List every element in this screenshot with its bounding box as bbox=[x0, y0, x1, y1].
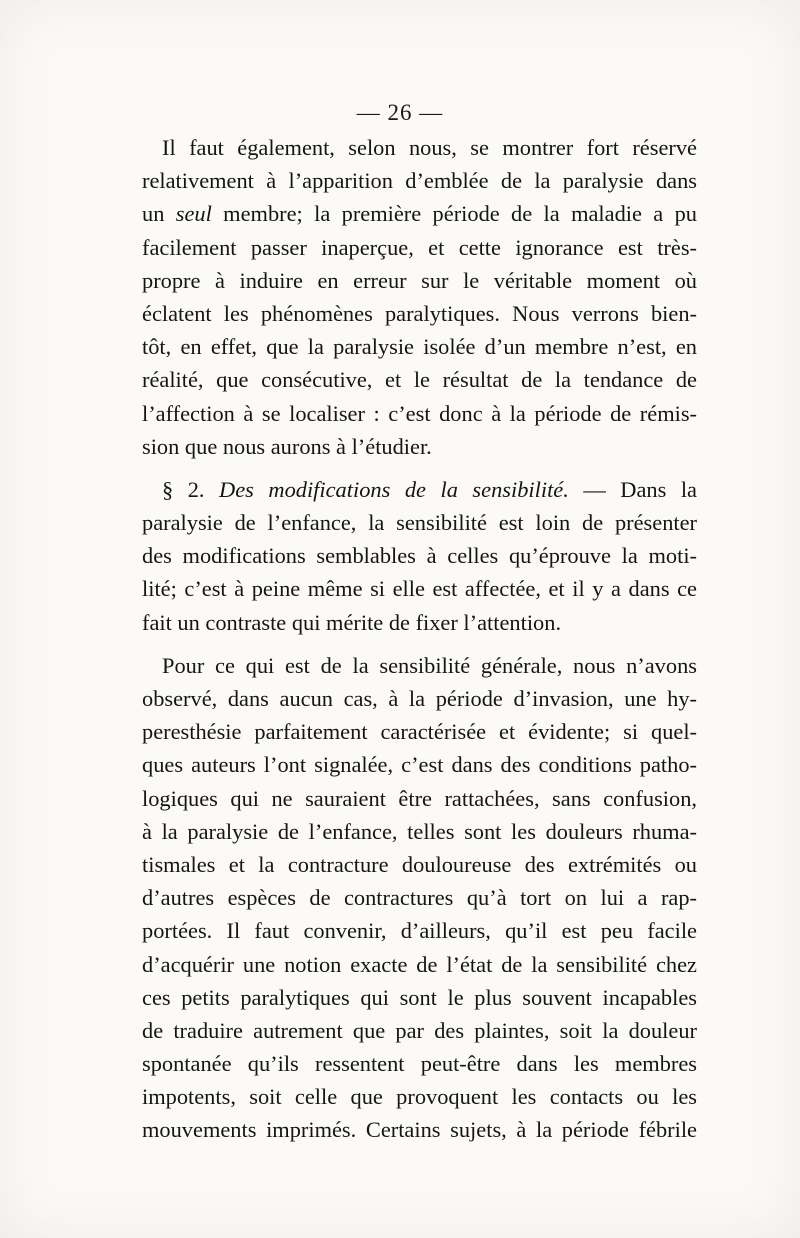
text-line: un seul membre; la première période de la maladie a pu bbox=[142, 201, 697, 227]
text-line: d’autres espèces de contractures qu’à tort on lui a rap- bbox=[142, 885, 697, 911]
text-line: observé, dans aucun cas, à la période d’invasion, une hy- bbox=[142, 686, 697, 711]
text-line: fait un contraste qui mérite de fixer l’attention. bbox=[142, 609, 562, 635]
text-line: peresthésie parfaitement caractérisée et évidente; si quel- bbox=[142, 719, 697, 745]
text-line: réalité, que consécutive, et le résultat de la tendance de bbox=[142, 367, 697, 393]
section-title: Des modifications de la sensibilité. bbox=[219, 476, 569, 502]
paragraph-1 bbox=[142, 131, 697, 463]
section-heading-line bbox=[142, 473, 697, 506]
text-line: à la paralysie de l’enfance, telles sont les douleurs rhuma- bbox=[142, 818, 697, 844]
text-line: d’acquérir une notion exacte de l’état de la sensibilité chez bbox=[142, 951, 697, 977]
section-number: § 2. bbox=[162, 476, 205, 502]
paragraph-2 bbox=[142, 473, 697, 639]
text-line: spontanée qu’ils ressentent peut-être dans les membres bbox=[142, 1051, 697, 1077]
text-line: facilement passer inaperçue, et cette ignorance est très- bbox=[142, 234, 697, 260]
text-line: de traduire autrement que par des plaintes, soit la douleur bbox=[142, 1017, 697, 1043]
text-line: mouvements imprimés. Certains sujets, à la période fébrile bbox=[142, 1117, 697, 1143]
text-line: lité; c’est à peine même si elle est affectée, et il y a dans ce bbox=[142, 576, 697, 602]
page-number: — 26 — bbox=[356, 100, 444, 125]
text-line-part: relativement à l’apparition d’emblée de la paralysie dans bbox=[142, 168, 697, 194]
text-line: ques auteurs l’ont signalée, c’est dans des conditions patho- bbox=[142, 752, 697, 778]
text-line: l’affection à se localiser : c’est donc à la période de rémis- bbox=[142, 400, 697, 426]
text-line: des modifications semblables à celles qu’éprouve la moti- bbox=[142, 543, 697, 569]
text-line: paralysie de l’enfance, la sensibilité est loin de présenter bbox=[142, 510, 697, 536]
paragraph-3 bbox=[142, 649, 697, 1147]
text-line: ces petits paralytiques qui sont le plus souvent incapables bbox=[142, 984, 697, 1010]
text-line: éclatent les phénomènes paralytiques. Nous verrons bien- bbox=[142, 300, 697, 326]
italic-word: seul bbox=[175, 201, 212, 227]
text-line: propre à induire en erreur sur le véritable moment où bbox=[142, 267, 697, 293]
text-line: portées. Il faut convenir, d’ailleurs, qu’il est peu facile bbox=[142, 918, 697, 944]
text-line: impotents, soit celle que provoquent les contacts ou les bbox=[142, 1084, 697, 1110]
section-heading-rest: — Dans la bbox=[583, 476, 697, 502]
text-line: logiques qui ne sauraient être rattachées, sans confusion, bbox=[142, 785, 697, 811]
text-line: sion que nous aurons à l’étudier. bbox=[142, 433, 432, 459]
text-line: Pour ce qui est de la sensibilité générale, nous n’avons bbox=[162, 652, 697, 678]
text-line: tismales et la contracture douloureuse des extrémités ou bbox=[142, 851, 697, 877]
text-line: tôt, en effet, que la paralysie isolée d’un membre n’est, en bbox=[142, 334, 697, 360]
text-line: Il faut également, selon nous, se montrer fort réservé bbox=[162, 135, 697, 160]
text-line bbox=[142, 164, 697, 197]
body-text bbox=[142, 131, 697, 1147]
